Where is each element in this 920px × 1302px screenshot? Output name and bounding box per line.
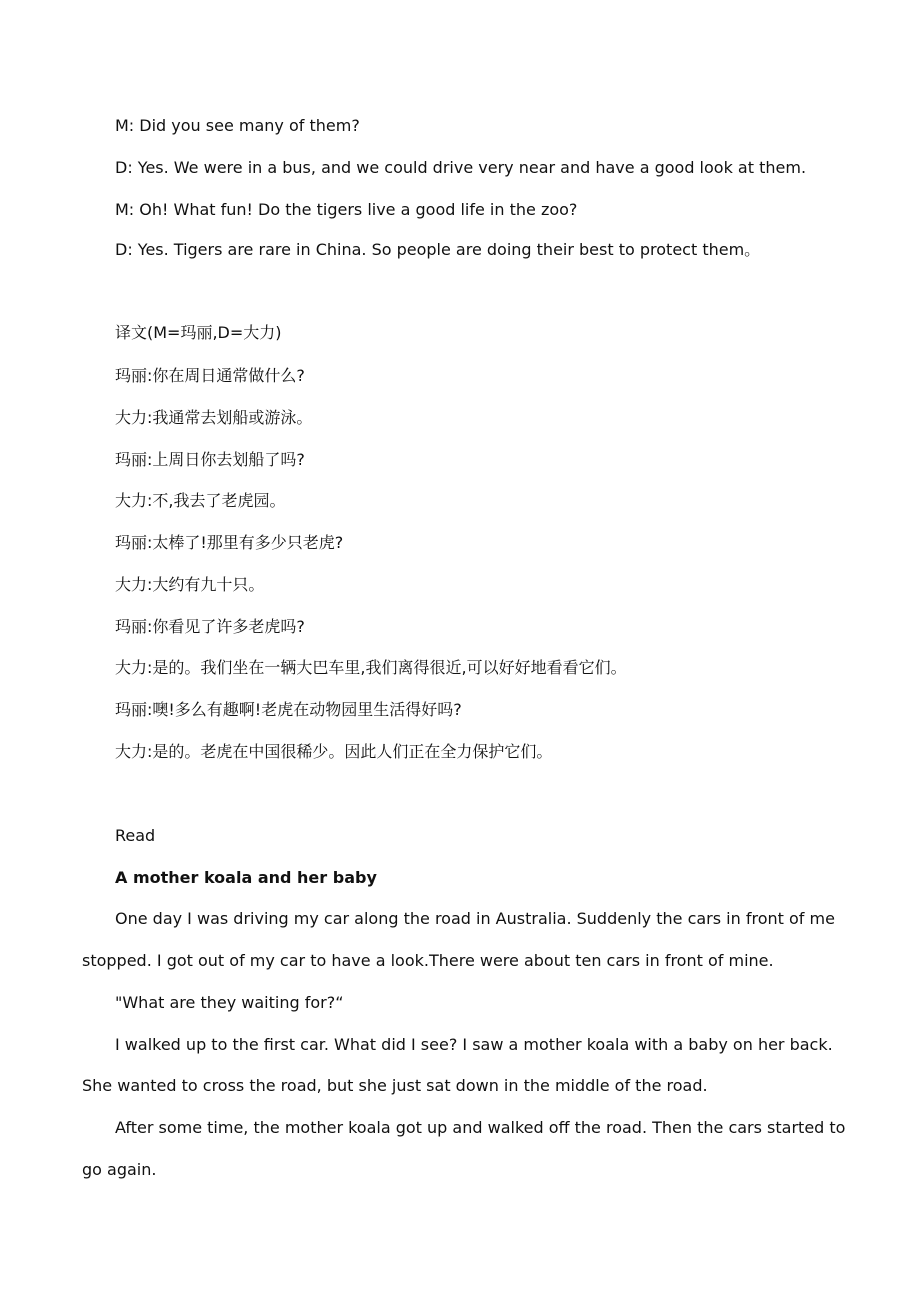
paragraph-line: stopped. I got out of my car to have a look.There were about ten cars in front of mine. <box>82 951 774 970</box>
paragraph-line: I walked up to the first car. What did I see? I saw a mother koala with a baby on her back. <box>115 1035 833 1054</box>
translation-line: 玛丽:太棒了!那里有多少只老虎? <box>115 533 344 552</box>
translation-line: 大力:是的。我们坐在一辆大巴车里,我们离得很近,可以好好地看看它们。 <box>115 658 627 677</box>
paragraph-line: One day I was driving my car along the road in Australia. Suddenly the cars in front of me <box>115 909 835 928</box>
dialogue-line: M: Did you see many of them? <box>115 116 360 135</box>
dialogue-line: M: Oh! What fun! Do the tigers live a good life in the zoo? <box>115 200 578 219</box>
translation-line: 玛丽:噢!多么有趣啊!老虎在动物园里生活得好吗? <box>115 700 462 719</box>
translation-line: 玛丽:你在周日通常做什么? <box>115 366 305 385</box>
dialogue-line: D: Yes. We were in a bus, and we could drive very near and have a good look at them. <box>115 158 807 177</box>
translation-line: 大力:是的。老虎在中国很稀少。因此人们正在全力保护它们。 <box>115 742 553 761</box>
section-label: Read <box>115 826 156 845</box>
translation-line: 大力:大约有九十只。 <box>115 575 265 594</box>
translation-line: 玛丽:你看见了许多老虎吗? <box>115 617 305 636</box>
translation-line: 大力:不,我去了老虎园。 <box>115 491 286 510</box>
paragraph-line: "What are they waiting for?“ <box>115 993 344 1012</box>
translation-line: 大力:我通常去划船或游泳。 <box>115 408 313 427</box>
translation-line: 玛丽:上周日你去划船了吗? <box>115 450 305 469</box>
paragraph-line: She wanted to cross the road, but she just sat down in the middle of the road. <box>82 1076 708 1095</box>
paragraph-line: go again. <box>82 1160 157 1179</box>
dialogue-line: D: Yes. Tigers are rare in China. So people are doing their best to protect them。 <box>115 240 761 259</box>
reading-title: A mother koala and her baby <box>115 868 377 887</box>
paragraph-line: After some time, the mother koala got up and walked off the road. Then the cars started to <box>115 1118 846 1137</box>
translation-heading: 译文(M=玛丽,D=大力) <box>115 323 282 342</box>
